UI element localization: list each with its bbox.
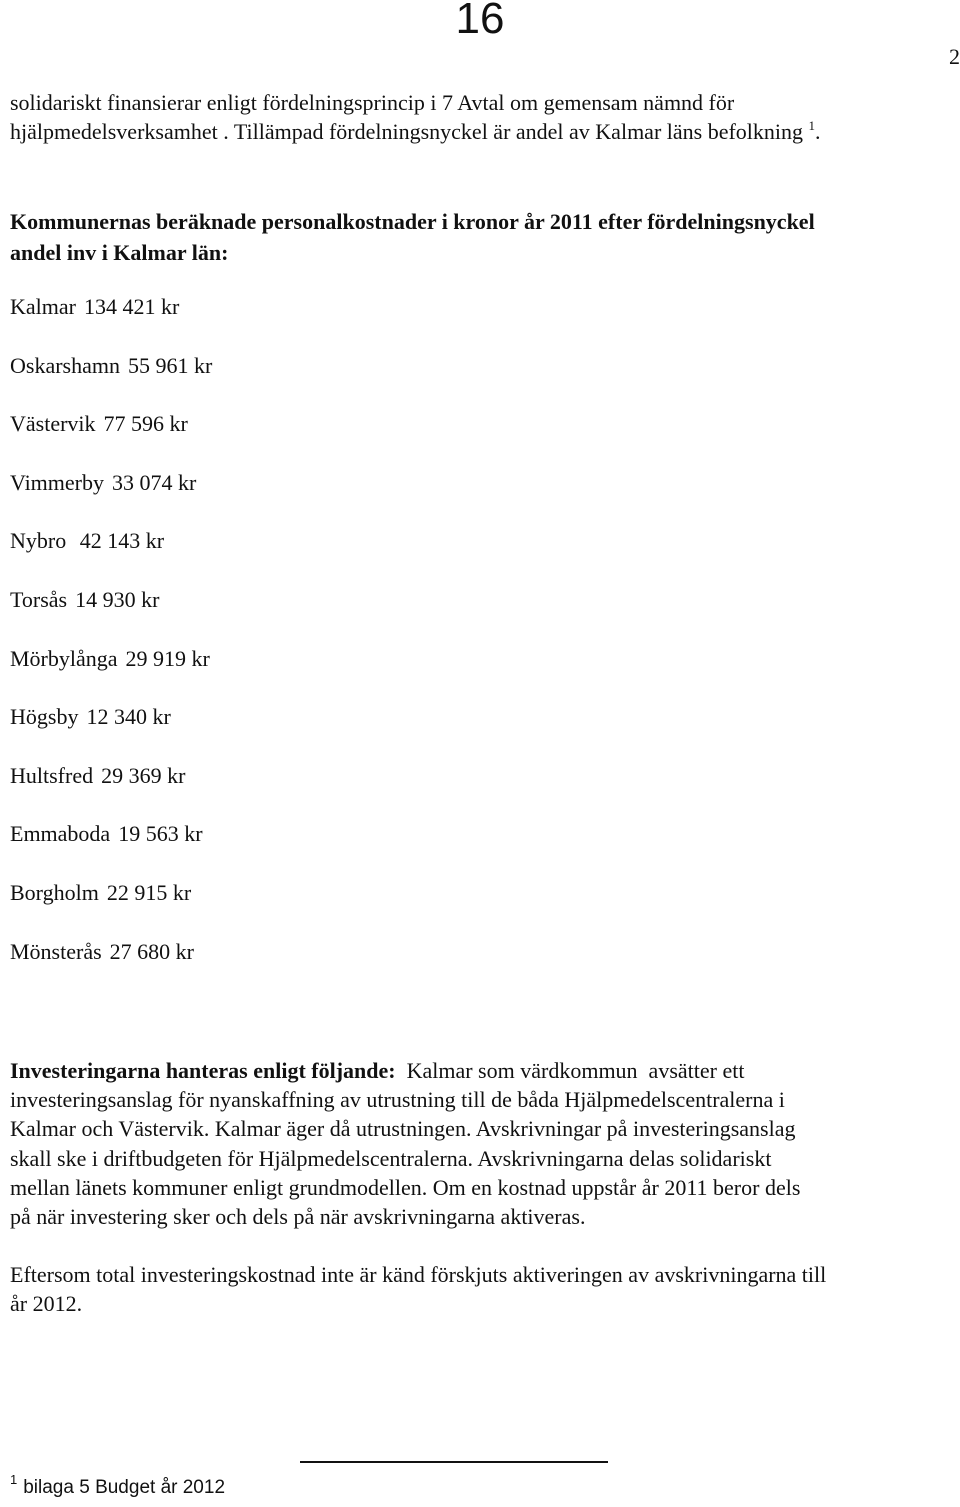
cost-amount: 42 143 kr (74, 528, 165, 554)
municipality-name: Högsby (10, 704, 79, 730)
cost-list-item (10, 644, 610, 703)
page-number-small: 2 (949, 44, 960, 69)
municipality-name: Vimmerby (10, 469, 104, 495)
municipality-name: Kalmar (10, 294, 76, 319)
cost-amount: 22 915 kr (106, 879, 192, 905)
investment-line-2: investeringsanslag för nyanskaffning av utrustning till de båda Hjälpmedelscentralerna i (10, 1087, 785, 1113)
investment-paragraph (10, 1056, 955, 1231)
cost-amount: 29 369 kr (101, 762, 186, 788)
investment-line-6: på när investering sker och dels på när avskrivningarna aktiveras. (10, 1204, 586, 1230)
intro-line-2-text: hjälpmedelsverksamhet . Tillämpad fördelningsnyckel är andel av Kalmar läns befolkning (10, 119, 804, 144)
conclusion-line-1: Eftersom total investeringskostnad inte är känd förskjuts aktiveringen av avskrivningarna till (10, 1262, 827, 1287)
intro-line-1: solidariskt finansierar enligt fördelningsprincip i 7 Avtal om gemensam nämnd för (10, 90, 735, 115)
cost-amount: 55 961 kr (127, 352, 213, 378)
municipality-name: Västervik (10, 411, 96, 437)
page-number-large: 16 (455, 0, 505, 43)
cost-list-item (10, 351, 610, 410)
investment-line-1 (10, 1056, 955, 1085)
investment-line-5: mellan länets kommuner enligt grundmodellen. Om en kostnad uppstår år 2011 beror dels (10, 1174, 801, 1200)
footnote-mark: 1 (10, 1472, 18, 1487)
cost-heading-line-1: Kommunernas beräknade personalkostnader i kronor år 2011 efter fördelningsnyckel (10, 209, 815, 234)
cost-amount: 14 930 kr (75, 586, 160, 612)
cost-list-item (10, 292, 610, 351)
conclusion-paragraph (10, 1260, 955, 1318)
cost-amount: 12 340 kr (86, 704, 171, 730)
municipality-name: Borgholm (10, 879, 99, 905)
cost-list-item (10, 819, 610, 878)
intro-line-2-end: . (815, 119, 821, 144)
cost-amount: 134 421 kr (83, 294, 180, 319)
municipality-name: Hultsfred (10, 762, 94, 788)
municipality-name: Mörbylånga (10, 645, 118, 671)
cost-amount: 27 680 kr (109, 938, 194, 964)
investment-line-3: Kalmar och Västervik. Kalmar äger då utrustningen. Avskrivningar på investeringsanslag (10, 1116, 796, 1142)
intro-line-2 (10, 117, 955, 146)
footnote-text: bilaga 5 Budget år 2012 (23, 1477, 226, 1498)
intro-paragraph (10, 88, 955, 146)
municipality-name: Mönsterås (10, 938, 102, 964)
investment-line-1-rest: Kalmar som värdkommun avsätter ett (395, 1058, 745, 1083)
cost-list-item (10, 878, 610, 937)
cost-list-item (10, 526, 610, 585)
cost-list (10, 292, 610, 995)
cost-amount: 77 596 kr (103, 411, 188, 437)
municipality-name: Oskarshamn (10, 352, 120, 378)
cost-list-item (10, 468, 610, 527)
cost-heading-line-2: andel inv i Kalmar län: (10, 240, 229, 265)
cost-heading (10, 206, 955, 268)
municipality-name: Emmaboda (10, 821, 111, 847)
cost-amount: 19 563 kr (118, 821, 203, 847)
cost-list-item (10, 761, 610, 820)
municipality-name: Nybro (10, 528, 67, 554)
cost-amount: 29 919 kr (125, 645, 210, 671)
footnote (10, 1472, 225, 1499)
cost-list-item (10, 585, 610, 644)
cost-list-item (10, 409, 610, 468)
investment-line-4: skall ske i driftbudgeten för Hjälpmedelscentralerna. Avskrivningarna delas solidariskt (10, 1145, 772, 1171)
conclusion-line-2: år 2012. (10, 1291, 83, 1316)
cost-list-item (10, 937, 610, 996)
footnote-reference[interactable]: 1 (808, 118, 816, 133)
cost-list-item (10, 702, 610, 761)
municipality-name: Torsås (10, 586, 68, 612)
footnote-divider (300, 1461, 608, 1463)
investment-lead: Investeringarna hanteras enligt följande: (10, 1058, 396, 1083)
cost-amount: 33 074 kr (112, 469, 197, 495)
